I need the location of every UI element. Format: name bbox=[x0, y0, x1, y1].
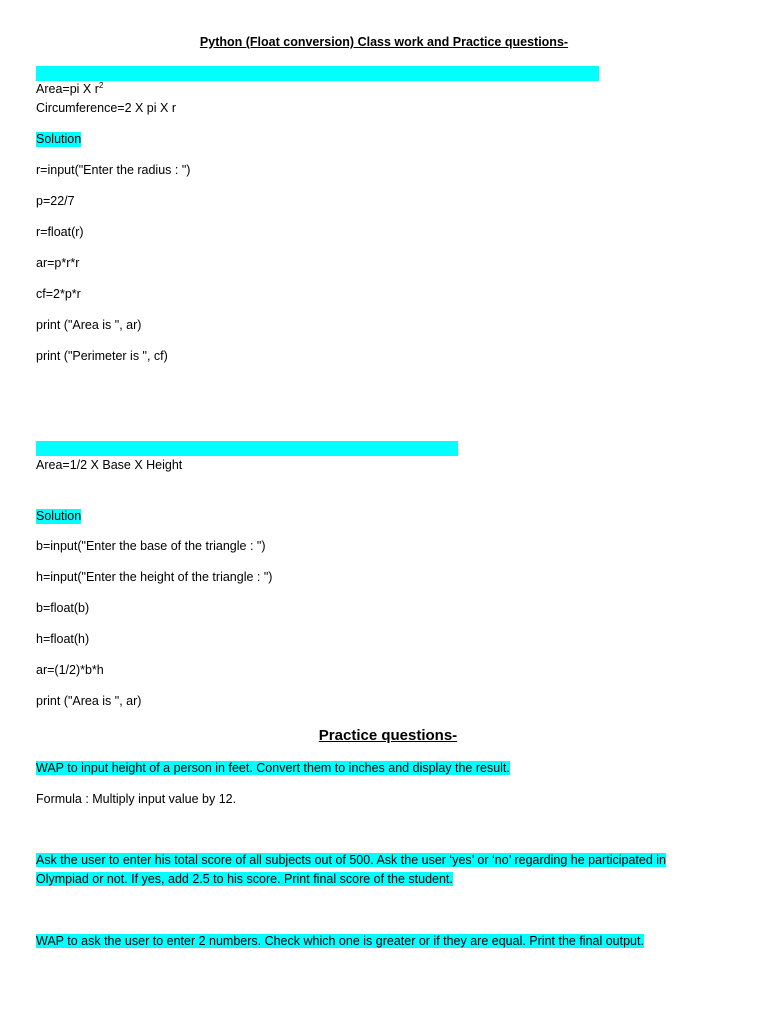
triangle-code-line: ar=(1/2)*b*h bbox=[36, 663, 104, 677]
circle-code-line: ar=p*r*r bbox=[36, 256, 80, 270]
circle-code-line: print ("Perimeter is ", cf) bbox=[36, 349, 168, 363]
triangle-code-line: b=float(b) bbox=[36, 601, 90, 615]
circle-area-formula-text: Area=pi X r bbox=[36, 82, 99, 96]
circle-area-formula bbox=[36, 82, 103, 97]
practice-question-1 bbox=[36, 761, 510, 776]
page-title: Python (Float conversion) Class work and Practice questions- bbox=[199, 35, 569, 49]
practice-question-2-line1: Ask the user to enter his total score of all subjects out of 500. Ask the user ‘yes’ or ‘no’ regarding he participated in bbox=[36, 853, 666, 867]
practice-question-1-text: WAP to input height of a person in feet. Convert them to inches and display the result. bbox=[36, 761, 510, 775]
triangle-code-line: print ("Area is ", ar) bbox=[36, 694, 142, 708]
circle-code-line: p=22/7 bbox=[36, 194, 75, 208]
circle-circumference-formula: Circumference=2 X pi X r bbox=[36, 101, 176, 115]
triangle-solution-label: Solution bbox=[36, 509, 82, 523]
triangle-code-line: b=input("Enter the base of the triangle : ") bbox=[36, 539, 266, 553]
practice-question-1-formula: Formula : Multiply input value by 12. bbox=[36, 792, 237, 806]
circle-code-line: print ("Area is ", ar) bbox=[36, 318, 142, 332]
triangle-code-line: h=float(h) bbox=[36, 632, 90, 646]
triangle-area-formula: Area=1/2 X Base X Height bbox=[36, 458, 183, 472]
practice-question-2-cont bbox=[36, 872, 453, 887]
circle-code-line: cf=2*p*r bbox=[36, 287, 81, 301]
practice-question-2 bbox=[36, 853, 666, 868]
practice-question-3 bbox=[36, 934, 644, 949]
circle-code-line: r=input("Enter the radius : ") bbox=[36, 163, 191, 177]
practice-question-2-line2: Olympiad or not. If yes, add 2.5 to his score. Print final score of the student. bbox=[36, 872, 453, 886]
circle-solution-label: Solution bbox=[36, 132, 82, 146]
circle-area-exponent: 2 bbox=[98, 81, 104, 90]
practice-question-3-text: WAP to ask the user to enter 2 numbers. Check which one is greater or if they are equal. Print the final output. bbox=[36, 934, 644, 948]
triangle-code-line: h=input("Enter the height of the triangle : ") bbox=[36, 570, 273, 584]
highlight-bar-circle-question bbox=[36, 66, 599, 81]
practice-heading: Practice questions- bbox=[318, 727, 458, 744]
highlight-bar-triangle-question bbox=[36, 441, 458, 456]
circle-code-line: r=float(r) bbox=[36, 225, 84, 239]
